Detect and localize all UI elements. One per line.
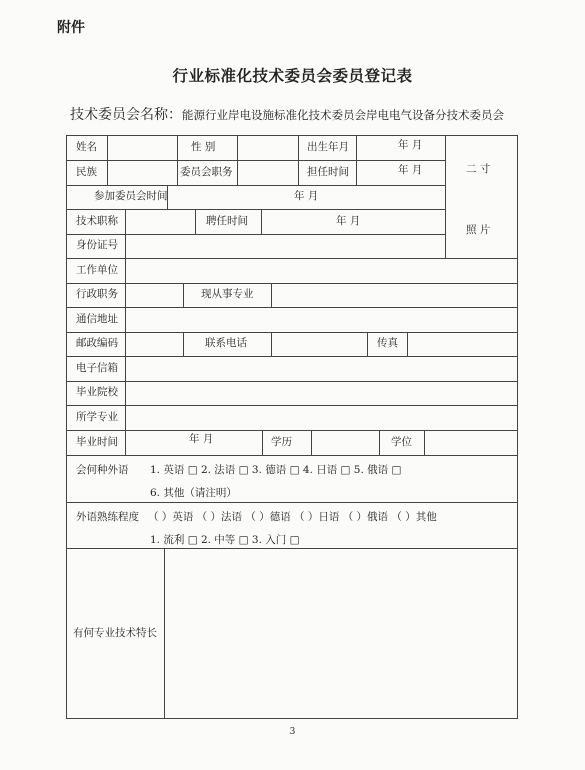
- label-committee-role: 委员会职务: [180, 166, 233, 178]
- label-postcode: 邮政编码: [76, 337, 118, 349]
- label-grad-year-month: 年 月: [189, 433, 214, 445]
- label-birth-date: 出生年月: [307, 141, 349, 153]
- label-tech-title: 技术职称: [76, 215, 118, 227]
- languages-other: 6. 其他（请注明）: [150, 487, 237, 499]
- label-join-year-month: 年 月: [294, 190, 319, 202]
- label-major: 所学专业: [76, 411, 118, 423]
- label-phone: 联系电话: [205, 337, 247, 349]
- page-title: 行业标准化技术委员会委员登记表: [172, 67, 413, 85]
- label-degree: 学位: [391, 436, 412, 448]
- label-address: 通信地址: [76, 313, 118, 325]
- languages-options: 1. 英语 □ 2. 法语 □ 3. 德语 □ 4. 日语 □ 5. 俄语 □: [150, 464, 402, 476]
- label-appoint-year-month: 年 月: [336, 215, 361, 227]
- label-birth-year-month: 年 月: [398, 139, 423, 151]
- label-gender: 性 别: [191, 141, 216, 153]
- committee-name-value: 能源行业岸电设施标准化技术委员会岸电电气设备分技术委员会: [182, 108, 504, 122]
- label-name: 姓名: [76, 141, 97, 153]
- proficiency-languages: （ ）英语 （ ）法语 （ ）德语 （ ）日语 （ ）俄语 （ ）其他: [148, 511, 437, 523]
- label-languages: 会何种外语: [76, 464, 129, 476]
- label-proficiency: 外语熟练程度: [76, 511, 139, 523]
- label-email: 电子信箱: [76, 362, 118, 374]
- label-ethnicity: 民族: [76, 166, 97, 178]
- attachment-label: 附件: [57, 20, 85, 36]
- label-id-number: 身份证号: [76, 239, 118, 251]
- label-school: 毕业院校: [76, 386, 118, 398]
- label-expertise: 有何专业技术特长: [73, 627, 157, 639]
- label-join-date: 参加委员会时间: [94, 190, 168, 202]
- label-specialty: 现从事专业: [201, 288, 254, 300]
- label-employer: 工作单位: [76, 264, 118, 276]
- label-role-year-month: 年 月: [398, 164, 423, 176]
- label-photo-size: 二 寸: [466, 163, 491, 175]
- label-appoint-date: 聘任时间: [206, 215, 248, 227]
- label-fax: 传真: [377, 337, 398, 349]
- label-role-date: 担任时间: [307, 166, 349, 178]
- label-grad-date: 毕业时间: [76, 436, 118, 448]
- label-admin-post: 行政职务: [76, 288, 118, 300]
- label-education: 学历: [271, 436, 292, 448]
- label-photo: 照 片: [466, 224, 491, 236]
- page-number: 3: [289, 727, 296, 737]
- committee-name-label: 技术委员会名称：: [70, 107, 182, 123]
- proficiency-levels: 1. 流利 □ 2. 中等 □ 3. 入门 □: [150, 534, 300, 546]
